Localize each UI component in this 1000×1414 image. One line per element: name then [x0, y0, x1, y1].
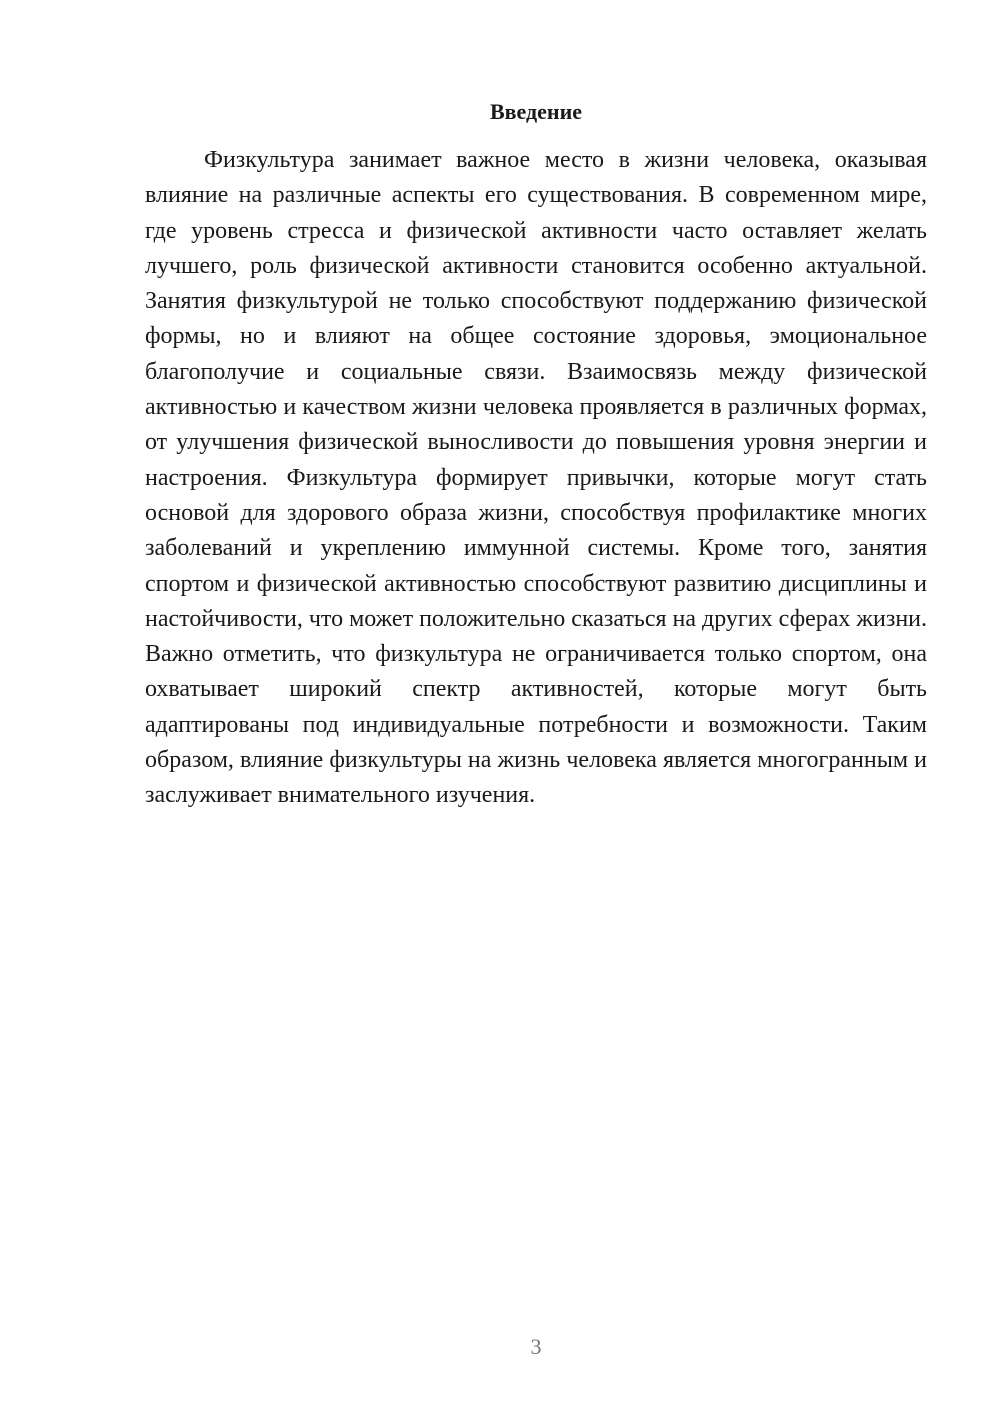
page-number: 3 — [530, 1334, 542, 1359]
section-heading: Введение — [489, 99, 583, 124]
body-paragraph: Физкультура занимает важное место в жизни человека, оказывая влияние на различные аспекты его существования. В современном мире, где уровень стресса и физической активности часто оставляет желать лучшего, роль физической активности становится особенно актуальной. Занятия физкультурой не только способствуют поддержанию физической формы, но и влияют на общее состояние здоровья, эмоциональное благополучие и социальные связи. Взаимосвязь между физической активностью и качеством жизни человека проявляется в различных формах, от улучшения физической выносливости до повышения уровня энергии и настроения. Физкультура формирует привычки, которые могут стать основой для здорового образа жизни, способствуя профилактике многих заболеваний и укреплению иммунной системы. Кроме того, занятия спортом и физической активностью способствуют развитию дисциплины и настойчивости, что может положительно сказаться на других сферах жизни. Важно отметить, что физкультура не ограничивается только спортом, она охватывает широкий спектр активностей, которые могут быть адаптированы под индивидуальные потребности и возможности. Таким образом, влияние физкультуры на жизнь человека является многогранным и заслуживает внимательного изучения. — [145, 147, 928, 809]
